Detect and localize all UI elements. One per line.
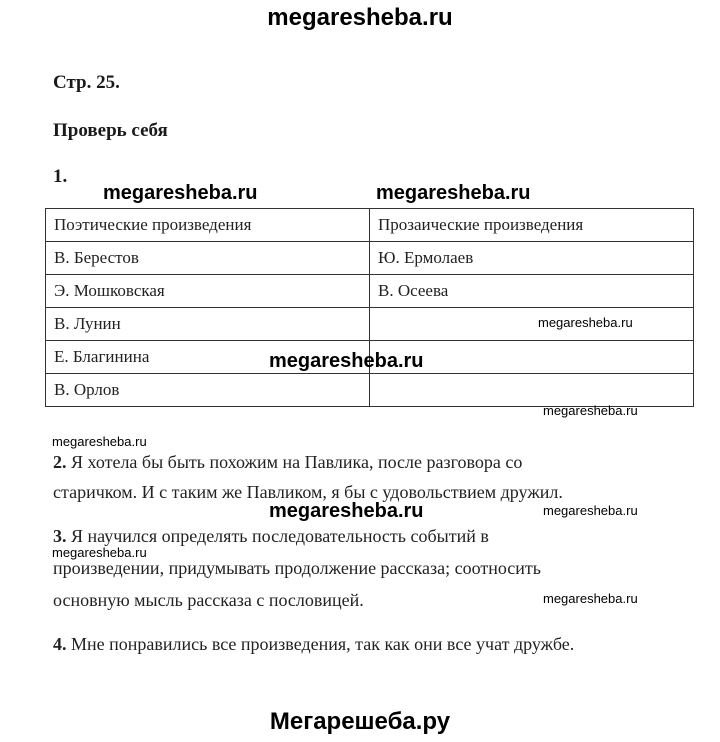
watermark-over-table-left: megaresheba.ru — [103, 182, 258, 204]
task-3-number: 3. — [53, 526, 67, 546]
task-4-text: Мне понравились все произведения, так как они все учат дружбе. — [71, 634, 575, 654]
task-4-line — [53, 634, 574, 655]
task-2-number: 2. — [53, 452, 67, 472]
task-4-number: 4. — [53, 634, 67, 654]
table-row — [46, 275, 694, 308]
task-3-text-1: Я научился определять последовательность событий в — [71, 526, 489, 546]
watermark-below-table: megaresheba.ru — [543, 403, 638, 418]
watermark-table-middle: megaresheba.ru — [269, 350, 424, 372]
task-3-line-1 — [53, 526, 489, 547]
prose-author: В. Осеева — [370, 275, 694, 308]
section-heading: Проверь себя — [53, 120, 168, 141]
task-2-line-2: старичком. И с таким же Павликом, я бы с удовольствием дружил. — [53, 482, 563, 502]
prose-author — [370, 308, 694, 341]
header-prose: Прозаические произведения — [370, 209, 694, 242]
poetic-author: Е. Благинина — [46, 341, 370, 374]
task-3-line-3: основную мысль рассказа с пословицей. — [53, 590, 364, 610]
site-watermark-header: megaresheba.ru — [267, 4, 453, 31]
task-2-text-1: Я хотела бы быть похожим на Павлика, после разговора со — [71, 452, 523, 472]
table-header-row — [46, 209, 694, 242]
watermark-table-row: megaresheba.ru — [538, 315, 633, 330]
poetic-author: Э. Мошковская — [46, 275, 370, 308]
task-2-line-1 — [53, 452, 522, 473]
watermark-middle-bold: megaresheba.ru — [269, 500, 424, 522]
prose-author — [370, 374, 694, 407]
poetic-author: В. Орлов — [46, 374, 370, 407]
poetic-author: В. Лунин — [46, 308, 370, 341]
page-title: Стр. 25. — [53, 72, 120, 93]
task-3-line-2: произведении, придумывать продолжение рассказа; соотносить — [53, 558, 541, 578]
works-table — [45, 208, 694, 407]
watermark-before-item-3-line-2: megaresheba.ru — [52, 545, 147, 560]
table-row — [46, 374, 694, 407]
watermark-right-item-3: megaresheba.ru — [543, 591, 638, 606]
prose-author: Ю. Ермолаев — [370, 242, 694, 275]
header-poetic: Поэтические произведения — [46, 209, 370, 242]
watermark-right-item-2: megaresheba.ru — [543, 503, 638, 518]
poetic-author: В. Берестов — [46, 242, 370, 275]
task-1-number: 1. — [53, 166, 68, 187]
table-row — [46, 242, 694, 275]
watermark-over-table-right: megaresheba.ru — [376, 182, 531, 204]
watermark-before-item-2: megaresheba.ru — [52, 434, 147, 449]
site-watermark-footer: Мегарешеба.ру — [269, 708, 451, 735]
